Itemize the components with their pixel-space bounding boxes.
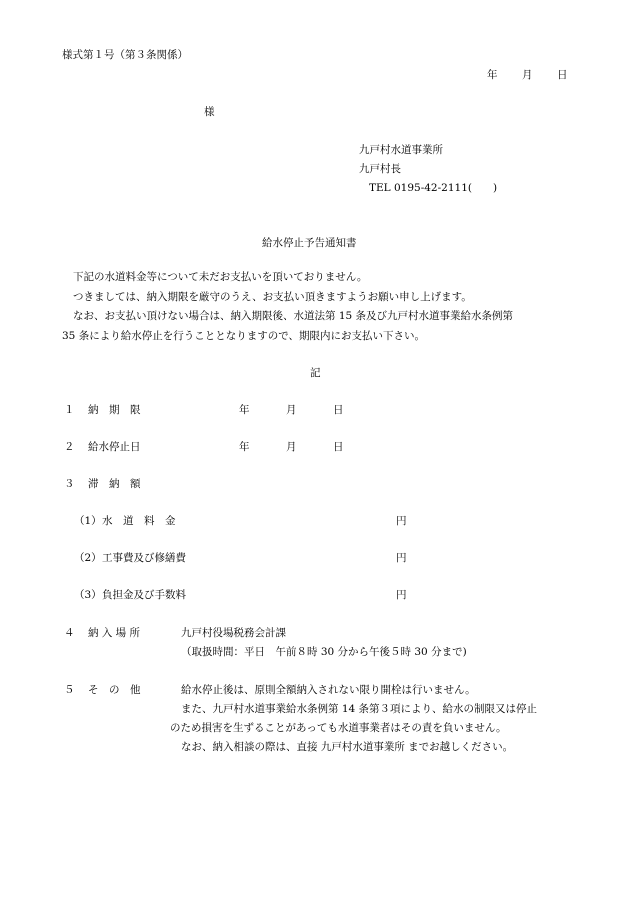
item-4-value: 九戸村役場税務会計課 — [181, 627, 286, 639]
item-1-year: 年 — [239, 404, 250, 416]
date-day: 日 — [557, 69, 568, 81]
date-month: 月 — [522, 69, 533, 81]
item-1-month: 月 — [286, 404, 297, 416]
item-2-month: 月 — [286, 441, 297, 453]
body-paragraph-3-line-2: 35 条により給水停止を行うこととなりますので、期限内にお支払い下さい。 — [62, 330, 425, 342]
item-4-number: ４ — [64, 627, 75, 639]
sender-title: 九戸村長 — [359, 163, 401, 175]
sub-2-unit: 円 — [396, 552, 407, 564]
item-2-label: 給水停止日 — [88, 441, 141, 453]
ki-heading: 記 — [310, 367, 321, 379]
addressee-suffix: 様 — [204, 106, 215, 118]
item-5-number: ５ — [64, 684, 75, 696]
sub-1-label: 水 道 料 金 — [102, 515, 176, 527]
date-year: 年 — [487, 69, 498, 81]
sender-tel: TEL 0195-42-2111( ) — [369, 182, 498, 194]
body-paragraph-2: つきましては、納入期限を厳守のうえ、お支払い頂きますようお願い申し上げます。 — [73, 291, 472, 303]
body-paragraph-1: 下記の水道料金等について未だお支払いを頂いておりません。 — [73, 271, 368, 283]
sub-3-unit: 円 — [396, 589, 407, 601]
item-5-label: そ の 他 — [88, 684, 141, 696]
sub-2-number: （2） — [74, 552, 102, 564]
sub-3-number: （3） — [74, 589, 102, 601]
item-5-line-3: のため損害を生ずることがあっても水道事業者はその責を負いません。 — [170, 722, 507, 734]
sub-2-label: 工事費及び修繕費 — [102, 552, 186, 564]
sub-1-number: （1） — [74, 515, 102, 527]
item-2-number: ２ — [64, 441, 75, 453]
item-2-day: 日 — [333, 441, 344, 453]
body-paragraph-3-line-1: なお、お支払い頂けない場合は、納入期限後、水道法第 15 条及び九戸村水道事業給水条例第 — [73, 310, 514, 322]
item-3-number: ３ — [64, 478, 75, 490]
item-4-label: 納 入 場 所 — [88, 627, 141, 639]
item-5-line-4: なお、納入相談の際は、直接 九戸村水道事業所 までお越しください。 — [181, 741, 514, 753]
document-title: 給水停止予告通知書 — [262, 237, 357, 249]
item-1-day: 日 — [333, 404, 344, 416]
item-1-number: １ — [64, 404, 75, 416]
item-1-label: 納 期 限 — [88, 404, 141, 416]
item-2-year: 年 — [239, 441, 250, 453]
sender-office: 九戸村水道事業所 — [359, 144, 443, 156]
form-number: 様式第１号（第３条関係） — [62, 49, 188, 61]
item-5-line-1: 給水停止後は、原則全額納入されない限り開栓は行いません。 — [181, 684, 476, 696]
item-3-label: 滞 納 額 — [88, 478, 141, 490]
item-4-hours: （取扱時間：平日 午前８時 30 分から午後５時 30 分まで) — [181, 646, 467, 658]
sub-3-label: 負担金及び手数料 — [102, 589, 186, 601]
item-5-line-2: また、九戸村水道事業給水条例第 14 条第３項により、給水の制限又は停止 — [181, 703, 538, 715]
sub-1-unit: 円 — [396, 515, 407, 527]
